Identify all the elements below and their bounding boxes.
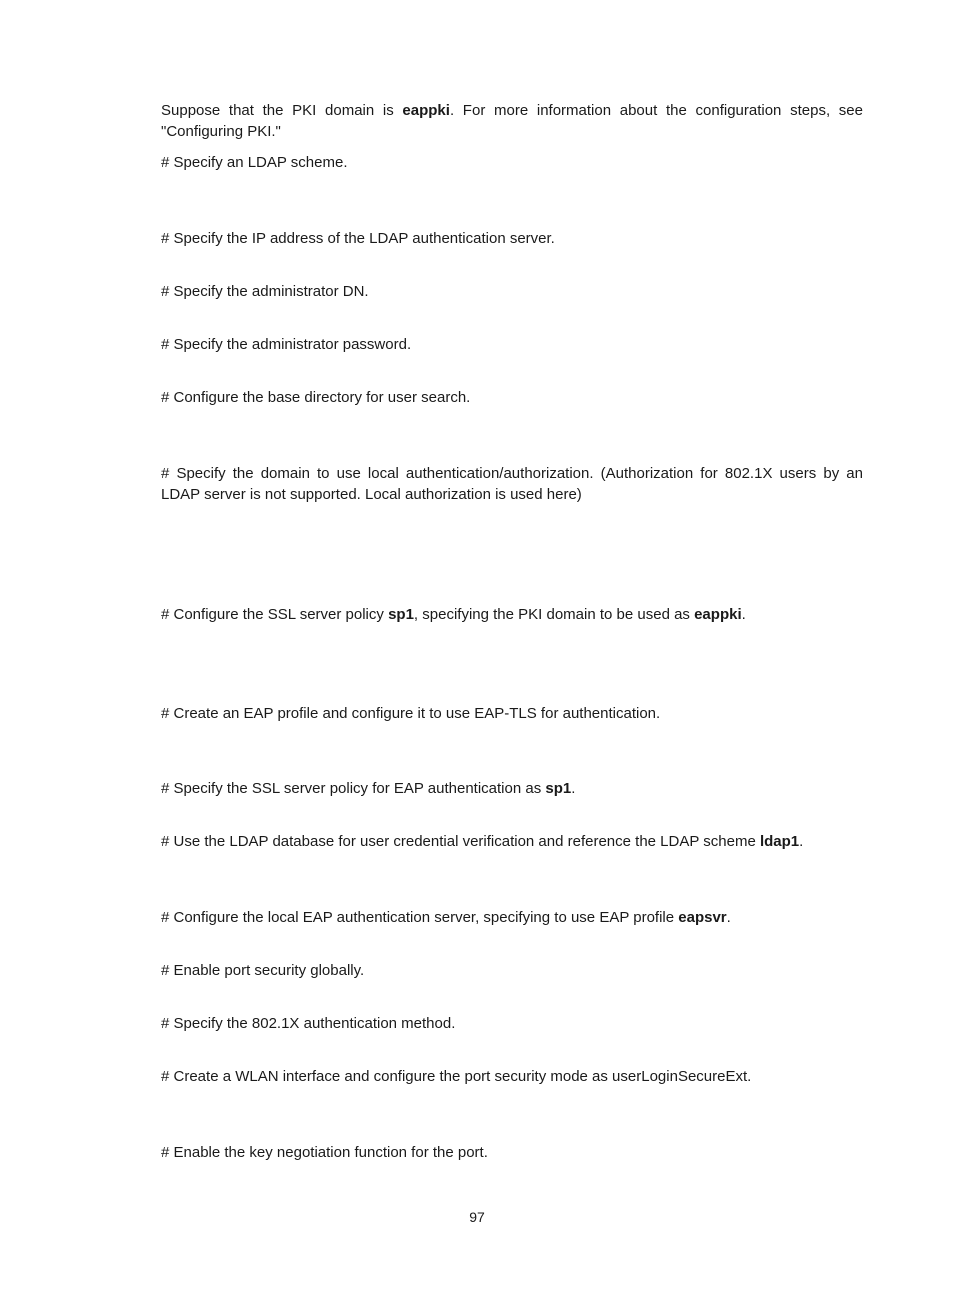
- step-admin-dn: # Specify the administrator DN.: [161, 283, 369, 300]
- step-local-eap-server: # Configure the local EAP authentication server, specifying to use EAP profile eapsvr.: [161, 909, 731, 926]
- step-ldap-scheme: # Specify an LDAP scheme.: [161, 154, 348, 171]
- step-local-authorization: # Specify the domain to use local authentication/authorization. (Authorization for 802.1X users by an LDAP server is not supported. Local authorization is used here): [161, 465, 863, 503]
- paragraph-pki-domain: Suppose that the PKI domain is eappki. For more information about the configuration steps, see "Configuring PKI.": [161, 102, 863, 140]
- step-eap-profile: # Create an EAP profile and configure it to use EAP-TLS for authentication.: [161, 705, 661, 722]
- step-ssl-server-policy: # Configure the SSL server policy sp1, specifying the PKI domain to be used as eappki.: [161, 606, 746, 623]
- step-eap-ssl-policy: # Specify the SSL server policy for EAP authentication as sp1.: [161, 780, 576, 797]
- step-ldap-database: # Use the LDAP database for user credential verification and reference the LDAP scheme ldap1.: [161, 833, 804, 850]
- step-key-negotiation: # Enable the key negotiation function for the port.: [161, 1144, 488, 1161]
- page-number: 97: [469, 1209, 485, 1225]
- step-base-directory: # Configure the base directory for user search.: [161, 389, 471, 406]
- step-wlan-interface: # Create a WLAN interface and configure the port security mode as userLoginSecureExt.: [161, 1068, 752, 1085]
- step-8021x-method: # Specify the 802.1X authentication method.: [161, 1015, 456, 1032]
- step-ldap-server-ip: # Specify the IP address of the LDAP authentication server.: [161, 230, 555, 247]
- step-admin-password: # Specify the administrator password.: [161, 336, 412, 353]
- step-port-security: # Enable port security globally.: [161, 962, 365, 979]
